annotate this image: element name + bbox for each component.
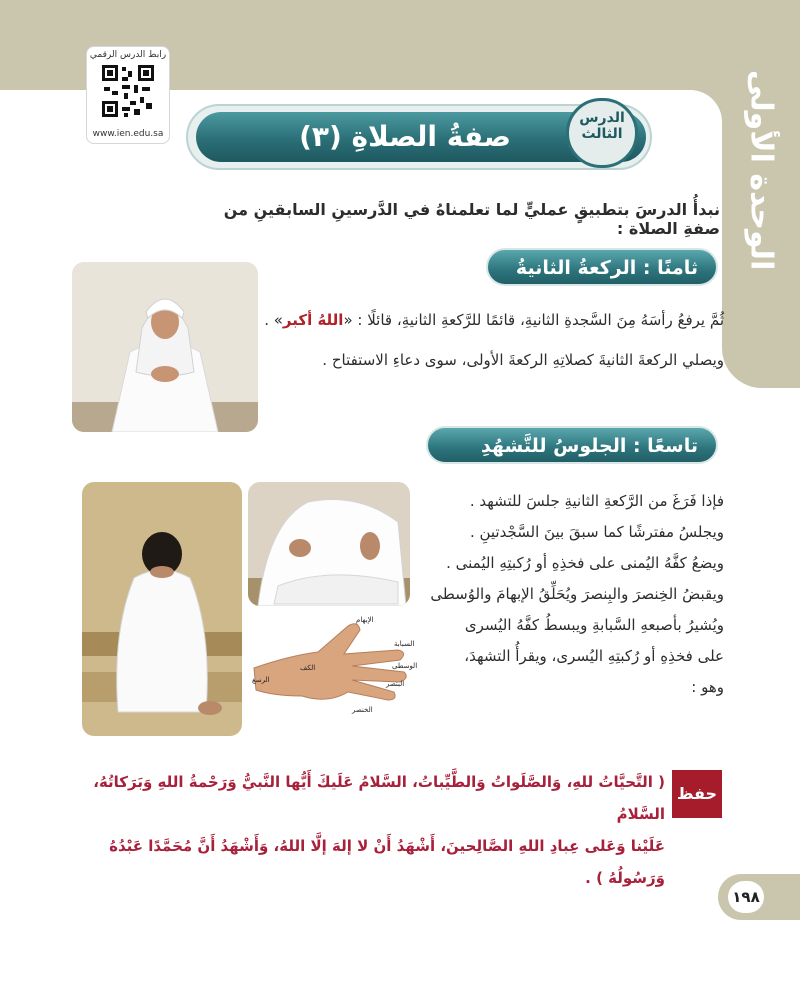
text-rise-before: ثُمَّ يرفعُ رأسَهُ مِنَ السَّجدةِ الثانيةِ، قائمًا للرَّكعةِ الثانيةِ، قائلًا : « bbox=[343, 311, 724, 329]
label-pinky: الخنصر bbox=[352, 706, 373, 714]
label-thumb: الإبهام bbox=[356, 616, 374, 624]
qr-code-icon[interactable] bbox=[100, 63, 156, 119]
instruction-line: على فخذِهِ أو رُكبتِهِ اليُسرى، ويقرأُ التشهدَ، bbox=[464, 647, 724, 665]
instruction-line: ويضعُ كفَّهُ اليُمنى على فخذِهِ أو رُكبتِهِ اليُمنى . bbox=[446, 554, 724, 572]
label-palm: الكف bbox=[300, 664, 316, 672]
paragraph-pray-like-first: ويصلي الركعةَ الثانيةَ كصلاتِهِ الركعةَ الأولى، سوى دعاءِ الاستفتاح . bbox=[322, 351, 724, 369]
instruction-line: ويُشيرُ بأصبعهِ السَّبابةِ ويبسطُ كفَّهُ اليُسرى bbox=[464, 616, 724, 634]
tashahhud-instructions bbox=[412, 486, 724, 703]
hand-diagram bbox=[248, 612, 420, 730]
instruction-line: ويجلسُ مفترشًا كما سبقَ بينَ السَّجْدتينِ . bbox=[469, 523, 724, 541]
label-ring: البنصر bbox=[386, 680, 405, 688]
lesson-title: صفةُ الصلاةِ (٣) bbox=[299, 120, 511, 153]
label-wrist: الرسغ bbox=[252, 676, 270, 684]
lesson-badge-line2: الثالث bbox=[581, 126, 623, 142]
label-index: السبابة bbox=[394, 640, 415, 648]
qr-url[interactable]: www.ien.edu.sa bbox=[92, 129, 164, 139]
qr-label: رابط الدرس الرقمي bbox=[89, 50, 167, 60]
text-rise-after: » . bbox=[264, 311, 283, 329]
section-heading-first-tashahhud: تاسعًا : الجلوسُ للتَّشهُدِ الأوَّلِ bbox=[426, 426, 718, 464]
hifz-badge: حفظ bbox=[672, 770, 722, 818]
tashahhud-line-1: ( التَّحيَّاتُ للهِ، وَالصَّلَواتُ وَالطَّيِّباتُ، السَّلامُ عَلَيكَ أَيُّها النَّبيُّ وَرَحْمةُ اللهِ وَبَرَكاتُهُ، السَّلامُ bbox=[93, 773, 665, 823]
page-number: ١٩٨ bbox=[728, 881, 764, 913]
unit-title: الوحدة الأولى bbox=[743, 70, 779, 271]
photo-boy-sitting-back bbox=[82, 482, 242, 736]
photo-boy-standing bbox=[72, 262, 258, 432]
lesson-badge bbox=[566, 98, 638, 168]
intro-text: نبدأُ الدرسَ بتطبيقٍ عمليٍّ لما تعلمناهُ في الدَّرسينِ السابقينِ من صفةِ الصلاة : bbox=[223, 200, 720, 238]
instruction-line: فإذا فَرَغَ من الرَّكعةِ الثانيةِ جلسَ للتشهد . bbox=[469, 492, 724, 510]
tashahhud-text bbox=[80, 766, 665, 894]
page-number-tab bbox=[718, 874, 800, 920]
instruction-line: ويقبضُ الخِنصرَ والبِنصرَ ويُحَلِّقُ الإبهامَ والوُسطى bbox=[430, 585, 724, 603]
photo-sitting-hands-knees bbox=[248, 482, 410, 606]
section-heading-second-rakah: ثامنًا : الركعةُ الثانيةُ bbox=[486, 248, 718, 286]
instruction-line: وهو : bbox=[691, 678, 724, 696]
label-middle: الوسطى bbox=[392, 662, 418, 670]
paragraph-rise-second-rakah bbox=[262, 306, 724, 334]
tashahhud-line-2: عَلَيْنا وَعَلى عِبادِ اللهِ الصَّالِحينَ، أَشْهَدُ أَنْ لا إلهَ إلَّا اللهُ، وَأَشْهَدُ أَنَّ مُحَمَّدًا عَبْدُهُ وَرَسُولُهُ ) . bbox=[109, 837, 665, 887]
quote-allahu-akbar: اللهُ أكبر bbox=[282, 311, 344, 329]
lesson-badge-line1: الدرس bbox=[579, 110, 625, 126]
band-corner bbox=[690, 90, 722, 122]
